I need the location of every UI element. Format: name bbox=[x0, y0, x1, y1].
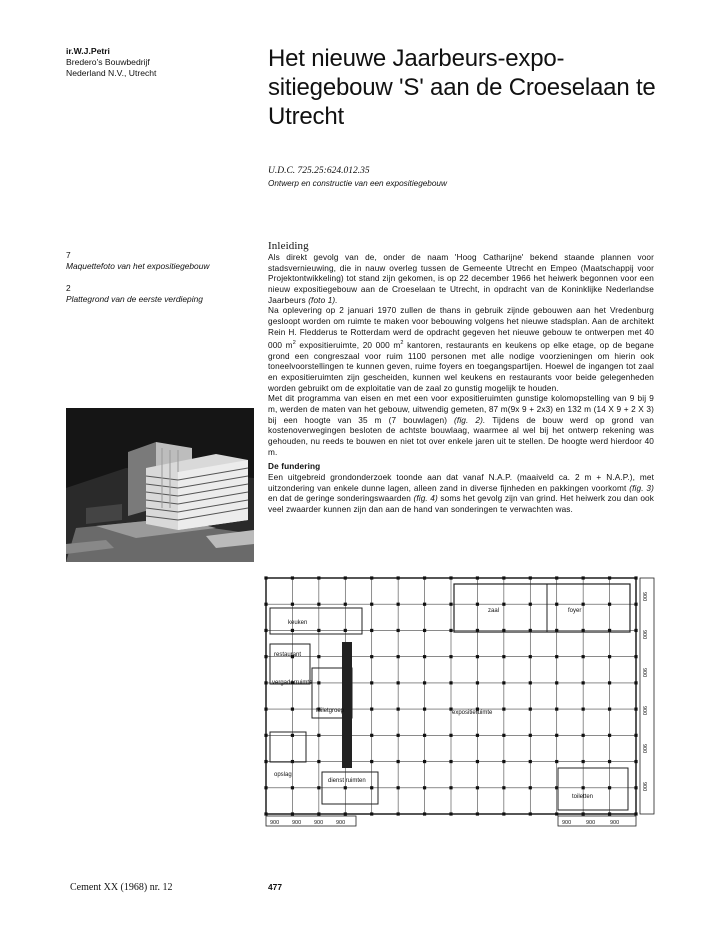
column-marker bbox=[634, 655, 637, 658]
page-number: 477 bbox=[268, 882, 282, 892]
column-marker bbox=[582, 786, 585, 789]
column-marker bbox=[264, 760, 267, 763]
column-marker bbox=[634, 812, 637, 815]
column-marker bbox=[608, 760, 611, 763]
column-marker bbox=[634, 603, 637, 606]
column-marker bbox=[317, 812, 320, 815]
column-marker bbox=[397, 603, 400, 606]
column-marker bbox=[317, 629, 320, 632]
column-marker bbox=[449, 655, 452, 658]
column-marker bbox=[291, 734, 294, 737]
dimension-label: 900 bbox=[641, 782, 647, 792]
dimension-label: 900 bbox=[641, 706, 647, 716]
column-marker bbox=[291, 786, 294, 789]
column-marker bbox=[502, 734, 505, 737]
author-location: Nederland N.V., Utrecht bbox=[66, 68, 157, 78]
column-marker bbox=[608, 576, 611, 579]
plan-label: keuken bbox=[288, 620, 308, 626]
journal-reference: Cement XX (1968) nr. 12 bbox=[70, 882, 173, 893]
column-marker bbox=[397, 576, 400, 579]
column-marker bbox=[476, 655, 479, 658]
column-marker bbox=[397, 655, 400, 658]
column-marker bbox=[529, 812, 532, 815]
column-marker bbox=[423, 629, 426, 632]
column-marker bbox=[397, 760, 400, 763]
column-marker bbox=[634, 760, 637, 763]
column-marker bbox=[476, 681, 479, 684]
paragraph: Met dit programma van eisen en met een voor expositieruimten gunstige kolomopstelling van 9 bij 9 m, werden de maten van het gebouw, uitwendig gemeten, 87 m(9x 9 + 2x3) en 132 m (14 X 9 + 2 X 3) bij een hoogte van 35 m (7 bouwlagen) (fig. 2). Tijdens de bouw werd op grond van kostenoverwegingen besloten de achtste bouwlaag, waarmee al wel bij het ontwerp rekening was gehouden, nu reeds te bouwen en niet tot over enkele jaren uit te stellen. De hoogte werd hierdoor 40 m. bbox=[268, 394, 654, 457]
column-marker bbox=[582, 655, 585, 658]
caption-number: 2 bbox=[66, 283, 71, 293]
column-marker bbox=[344, 812, 347, 815]
column-marker bbox=[555, 812, 558, 815]
column-marker bbox=[634, 629, 637, 632]
dimension-label: 900 bbox=[641, 592, 647, 602]
column-marker bbox=[529, 655, 532, 658]
column-marker bbox=[582, 708, 585, 711]
column-marker bbox=[317, 603, 320, 606]
column-marker bbox=[370, 760, 373, 763]
plan-label: toiletgroep bbox=[316, 708, 345, 714]
floor-plan-drawing bbox=[262, 572, 660, 830]
column-marker bbox=[344, 603, 347, 606]
plan-label: restaurant bbox=[274, 652, 302, 658]
dimension-label: 900 bbox=[641, 744, 647, 754]
column-marker bbox=[529, 603, 532, 606]
column-marker bbox=[317, 760, 320, 763]
article-subtitle: Ontwerp en constructie van een expositiegebouw bbox=[268, 179, 447, 188]
column-marker bbox=[582, 603, 585, 606]
column-marker bbox=[608, 734, 611, 737]
column-marker bbox=[608, 655, 611, 658]
column-marker bbox=[423, 681, 426, 684]
column-marker bbox=[555, 760, 558, 763]
figure-reference: (fig. 4) bbox=[413, 494, 438, 504]
dimension-label: 900 bbox=[292, 820, 302, 826]
dimension-label: 900 bbox=[641, 668, 647, 678]
column-marker bbox=[502, 812, 505, 815]
figure-captions bbox=[66, 250, 236, 305]
column-marker bbox=[344, 629, 347, 632]
column-marker bbox=[264, 576, 267, 579]
column-marker bbox=[370, 576, 373, 579]
column-marker bbox=[291, 708, 294, 711]
column-marker bbox=[264, 786, 267, 789]
column-marker bbox=[397, 734, 400, 737]
plan-label: dienst ruimten bbox=[328, 778, 366, 784]
column-marker bbox=[529, 681, 532, 684]
column-marker bbox=[449, 760, 452, 763]
column-marker bbox=[423, 812, 426, 815]
column-marker bbox=[423, 786, 426, 789]
column-marker bbox=[582, 681, 585, 684]
author-block bbox=[66, 46, 156, 79]
column-marker bbox=[423, 734, 426, 737]
column-marker bbox=[370, 681, 373, 684]
dimension-label: 900 bbox=[270, 820, 280, 826]
column-marker bbox=[555, 576, 558, 579]
column-marker bbox=[449, 629, 452, 632]
column-marker bbox=[344, 786, 347, 789]
column-marker bbox=[264, 812, 267, 815]
plan-label: vergaderruimte bbox=[272, 680, 313, 686]
column-marker bbox=[502, 576, 505, 579]
caption-text: Maquettefoto van het expositiegebouw bbox=[66, 261, 210, 271]
column-marker bbox=[634, 734, 637, 737]
author-name: ir.W.J.Petri bbox=[66, 46, 110, 56]
column-marker bbox=[291, 629, 294, 632]
paragraph: Als direkt gevolg van de, onder de naam 'Hoog Catharijne' bekend staande plannen voor stadsvernieuwing, die in nauw overleg tussen de Gemeente Utrecht en Empeo (Maatschappij voor Projektontwikkeling) tot stand zijn gekomen, is op 22 december 1966 het heiwerk begonnen voor een nieuw expositiegebouw aan de Croeselaan te Utrecht, in opdracht van de Koninklijke Nederlandse Jaarbeurs (foto 1). bbox=[268, 253, 654, 305]
udc-code: U.D.C. 725.25:624.012.35 bbox=[268, 166, 370, 176]
column-marker bbox=[291, 603, 294, 606]
plan-label: toiletten bbox=[572, 794, 594, 800]
column-marker bbox=[370, 786, 373, 789]
column-marker bbox=[397, 708, 400, 711]
column-marker bbox=[502, 655, 505, 658]
plan-label: expositieruimte bbox=[452, 710, 493, 716]
column-marker bbox=[529, 760, 532, 763]
column-marker bbox=[370, 603, 373, 606]
column-marker bbox=[634, 708, 637, 711]
author-company: Bredero's Bouwbedrijf bbox=[66, 57, 150, 67]
article-title: Het nieuwe Jaarbeurs-expo-sitiegebouw 'S' aan de Croeselaan te Utrecht bbox=[268, 45, 656, 130]
column-marker bbox=[608, 708, 611, 711]
column-marker bbox=[291, 576, 294, 579]
column-marker bbox=[397, 681, 400, 684]
column-marker bbox=[397, 786, 400, 789]
column-marker bbox=[370, 734, 373, 737]
column-marker bbox=[634, 576, 637, 579]
column-marker bbox=[582, 576, 585, 579]
dimension-label: 900 bbox=[641, 630, 647, 640]
column-marker bbox=[449, 603, 452, 606]
column-marker bbox=[264, 629, 267, 632]
column-marker bbox=[555, 603, 558, 606]
section-heading: De fundering bbox=[268, 462, 321, 472]
column-marker bbox=[264, 603, 267, 606]
column-marker bbox=[317, 576, 320, 579]
column-marker bbox=[449, 786, 452, 789]
floor-plan bbox=[262, 572, 660, 830]
column-marker bbox=[476, 603, 479, 606]
column-marker bbox=[555, 681, 558, 684]
column-marker bbox=[476, 734, 479, 737]
column-marker bbox=[502, 760, 505, 763]
column-marker bbox=[370, 655, 373, 658]
column-marker bbox=[634, 681, 637, 684]
column-marker bbox=[423, 760, 426, 763]
column-marker bbox=[608, 786, 611, 789]
column-marker bbox=[397, 629, 400, 632]
column-marker bbox=[291, 812, 294, 815]
column-marker bbox=[317, 734, 320, 737]
plan-label: zaal bbox=[488, 608, 500, 614]
column-marker bbox=[264, 681, 267, 684]
column-marker bbox=[555, 734, 558, 737]
column-marker bbox=[476, 760, 479, 763]
caption-number: 7 bbox=[66, 250, 71, 260]
column-marker bbox=[582, 812, 585, 815]
column-marker bbox=[582, 734, 585, 737]
paragraph: Een uitgebreid grondonderzoek toonde aan dat vanaf N.A.P. (maaiveld ca. 2 m + N.A.P.), met uitzondering van enkele dunne lagen, alleen zand in diverse fijnheden en pakkingen voorkomt (fig. 3) en dat de geringe sonderingswaarden (fig. 4) soms het gevolg zijn van grind. Het heiwerk zou dan ook veel zwaarder kunnen zijn dan aan de hand van sonderingen te verwachten was. bbox=[268, 472, 655, 514]
model-photo-image bbox=[66, 408, 254, 562]
column-marker bbox=[529, 786, 532, 789]
dimension-label: 900 bbox=[562, 820, 572, 826]
column-marker bbox=[449, 734, 452, 737]
column-marker bbox=[476, 812, 479, 815]
dimension-label: 900 bbox=[586, 820, 596, 826]
column-marker bbox=[397, 812, 400, 815]
column-marker bbox=[370, 708, 373, 711]
column-marker bbox=[529, 708, 532, 711]
dimension-label: 900 bbox=[336, 820, 346, 826]
column-marker bbox=[555, 655, 558, 658]
column-marker bbox=[529, 576, 532, 579]
column-marker bbox=[264, 734, 267, 737]
column-marker bbox=[608, 603, 611, 606]
column-marker bbox=[264, 655, 267, 658]
figure-reference: (fig. 3) bbox=[629, 483, 654, 493]
column-marker bbox=[582, 760, 585, 763]
column-marker bbox=[317, 786, 320, 789]
column-marker bbox=[608, 681, 611, 684]
column-marker bbox=[502, 603, 505, 606]
column-marker bbox=[344, 576, 347, 579]
column-marker bbox=[449, 576, 452, 579]
figure-reference: (fig. 2). bbox=[454, 415, 486, 425]
column-marker bbox=[423, 603, 426, 606]
caption-text: Plattegrond van de eerste verdieping bbox=[66, 294, 203, 304]
column-marker bbox=[476, 576, 479, 579]
column-marker bbox=[502, 681, 505, 684]
column-marker bbox=[423, 708, 426, 711]
column-marker bbox=[502, 786, 505, 789]
column-marker bbox=[555, 708, 558, 711]
paragraph: Na oplevering op 2 januari 1970 zullen de thans in gebruik zijnde gebouwen aan het Vredenburg gesloopt worden om ruimte te maken voor bebouwing volgens het nieuwe stadsplan. Aan de architekt Rein H. Fledderus te Rotterdam werd de opdracht gegeven het nieuwe gebouw te ontwerpen met 40 000 $m^2$ expositieruimte, 20 000 $m^2$ kantoren, restaurants en keukens op elke etage, op de begane grond een congreszaal voor ruim 1100 personen met alle nodige voorzieningen om hierin ook toneelvoorstellingen te kunnen geven, ruime foyers en toegangspartijen. Hoewel de ingangen tot zaal en expositieruimten zijn gescheiden, kunnen wel keukens en restaurants voor beide gelegenheden worden gebruikt om de exploitatie van de zaal zo gunstig mogelijk te houden. bbox=[268, 306, 654, 393]
column-marker bbox=[608, 812, 611, 815]
plan-label: opslag bbox=[274, 772, 292, 778]
column-marker bbox=[317, 681, 320, 684]
column-marker bbox=[449, 812, 452, 815]
dimension-label: 900 bbox=[314, 820, 324, 826]
column-marker bbox=[634, 786, 637, 789]
column-marker bbox=[423, 655, 426, 658]
column-marker bbox=[317, 655, 320, 658]
column-marker bbox=[449, 681, 452, 684]
plan-label: foyer bbox=[568, 608, 582, 614]
column-marker bbox=[529, 734, 532, 737]
dimension-label: 900 bbox=[610, 820, 620, 826]
column-marker bbox=[370, 812, 373, 815]
figure-reference: (foto 1). bbox=[308, 295, 338, 305]
column-marker bbox=[423, 576, 426, 579]
column-marker bbox=[502, 708, 505, 711]
column-marker bbox=[264, 708, 267, 711]
section-heading: Inleiding bbox=[268, 240, 309, 252]
article-body bbox=[268, 240, 654, 516]
column-marker bbox=[370, 629, 373, 632]
column-marker bbox=[476, 786, 479, 789]
model-photo bbox=[66, 408, 254, 562]
